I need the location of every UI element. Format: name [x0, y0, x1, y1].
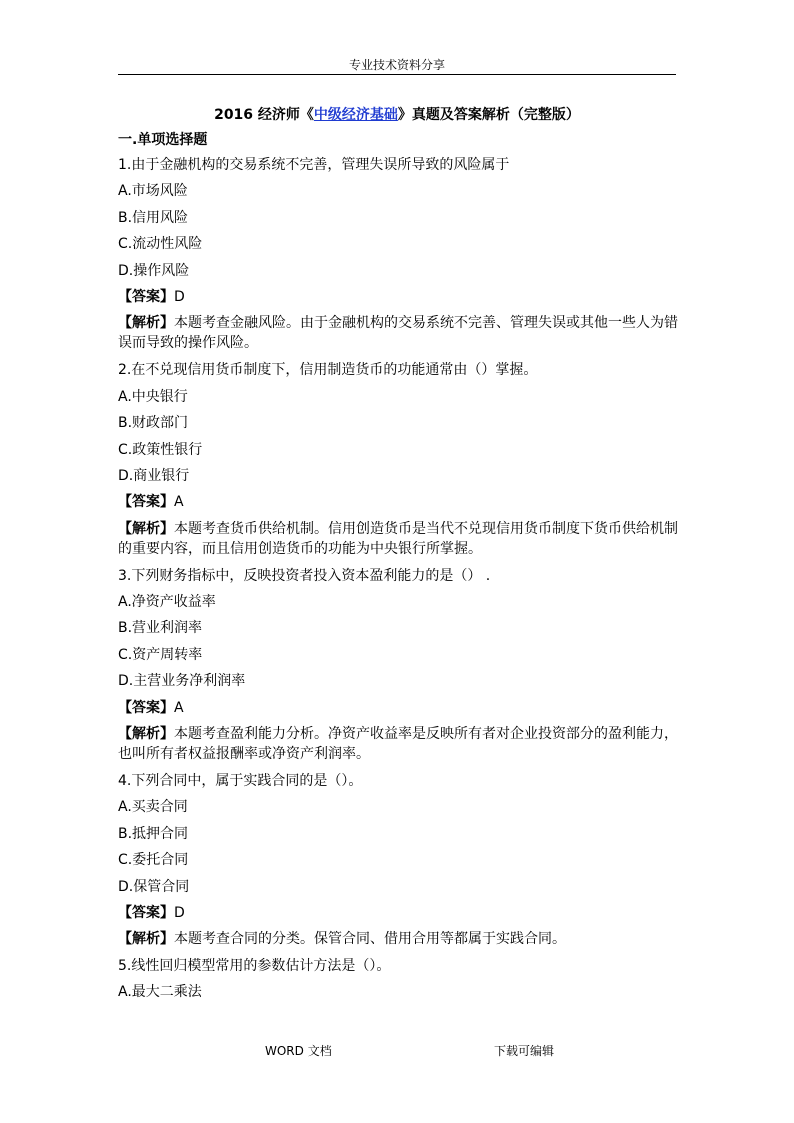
explain-marker: 【解析】 [118, 520, 174, 537]
answer-line [118, 284, 678, 310]
option: B.信用风险 [118, 209, 189, 226]
explanation-text: 本题考查金融风险。由于金融机构的交易系统不完善、管理失误或其他一些人为错误而导致的操作风险。 [118, 315, 678, 352]
header-rule [118, 74, 676, 75]
option: D.主营业务净利润率 [118, 673, 246, 690]
option: C.委托合同 [118, 852, 189, 869]
title-link[interactable]: 中级经济基础 [313, 107, 398, 123]
answer-value: D [174, 288, 185, 305]
explanation-text: 本题考查货币供给机制。信用创造货币是当代不兑现信用货币制度下货币供给机制的重要内容，而且信用创造货币的功能为中央银行所掌握。 [118, 520, 678, 557]
option: A.市场风险 [118, 183, 188, 200]
option: A.净资产收益率 [118, 594, 216, 611]
explanation-text: 本题考查合同的分类。保管合同、借用合用等都属于实践合同。 [174, 931, 566, 948]
question-text: 1.由于金融机构的交易系统不完善，管理失误所导致的风险属于 [118, 157, 510, 173]
answer-line [118, 900, 678, 926]
explanation [118, 724, 678, 764]
option: A.最大二乘法 [118, 984, 202, 1001]
answer-marker: 【答案】 [118, 904, 174, 921]
footer-left: WORD 文档 [265, 1044, 332, 1058]
option: B.营业利润率 [118, 620, 203, 637]
option: C.政策性银行 [118, 441, 203, 458]
answer-marker: 【答案】 [118, 494, 174, 511]
answer-line [118, 695, 678, 721]
document-body [118, 128, 678, 1006]
option: A.中央银行 [118, 388, 188, 405]
title-suffix: 》真题及答案解析（完整版） [397, 107, 580, 123]
explanation-text: 本题考查盈利能力分析。净资产收益率是反映所有者对企业投资部分的盈利能力，也叫所有者权益报酬率或净资产利润率。 [118, 726, 678, 763]
question-text: 4.下列合同中，属于实践合同的是（）。 [118, 773, 363, 790]
explanation [118, 926, 678, 952]
answer-value: A [174, 494, 184, 511]
option: D.商业银行 [118, 467, 190, 484]
page-header: 专业技术资料分享 [348, 58, 445, 72]
title-prefix: 2016 经济师《 [214, 107, 314, 123]
explain-marker: 【解析】 [118, 931, 174, 948]
option: D.保管合同 [118, 878, 190, 895]
answer-value: D [174, 904, 185, 921]
answer-marker: 【答案】 [118, 699, 174, 716]
footer-right: 下载可编辑 [494, 1044, 555, 1058]
answer-marker: 【答案】 [118, 288, 174, 305]
option: B.财政部门 [118, 415, 189, 432]
explain-marker: 【解析】 [118, 726, 174, 743]
section-title: 一.单项选择题 [118, 132, 208, 148]
document-title [0, 104, 794, 124]
explain-marker: 【解析】 [118, 315, 174, 332]
answer-value: A [174, 699, 184, 716]
option: A.买卖合同 [118, 799, 188, 816]
question-text: 2.在不兑现信用货币制度下，信用制造货币的功能通常由（）掌握。 [118, 362, 538, 379]
question-text: 3.下列财务指标中，反映投资者投入资本盈利能力的是（） . [118, 567, 491, 584]
answer-line [118, 489, 678, 515]
option: C.流动性风险 [118, 236, 203, 253]
option: D.操作风险 [118, 262, 190, 279]
option: C.资产周转率 [118, 646, 203, 663]
option: B.抵押合同 [118, 825, 189, 842]
explanation [118, 313, 678, 353]
explanation [118, 519, 678, 559]
question-text: 5.线性回归模型常用的参数估计方法是（）。 [118, 957, 391, 974]
